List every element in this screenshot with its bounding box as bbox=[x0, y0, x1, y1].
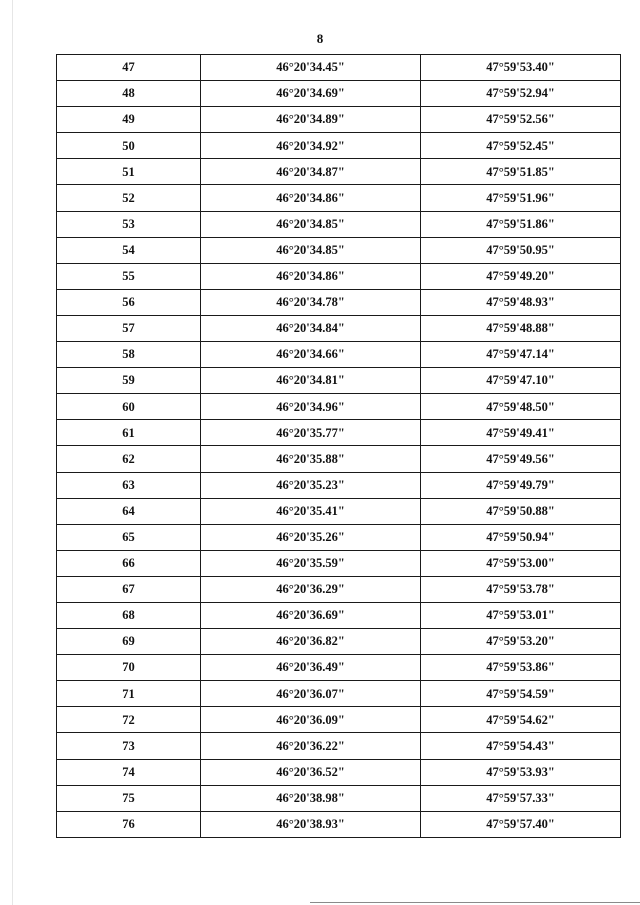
latitude-cell: 46°20'34.96" bbox=[201, 394, 421, 420]
point-number-cell: 71 bbox=[57, 681, 201, 707]
longitude-cell: 47°59'53.93" bbox=[421, 759, 621, 785]
longitude-cell: 47°59'49.79" bbox=[421, 472, 621, 498]
table-row bbox=[57, 707, 621, 733]
table-row bbox=[57, 785, 621, 811]
longitude-cell: 47°59'49.41" bbox=[421, 420, 621, 446]
longitude-cell: 47°59'48.88" bbox=[421, 315, 621, 341]
point-number-cell: 58 bbox=[57, 342, 201, 368]
point-number-cell: 59 bbox=[57, 368, 201, 394]
point-number-cell: 66 bbox=[57, 550, 201, 576]
table-row bbox=[57, 368, 621, 394]
longitude-cell: 47°59'50.94" bbox=[421, 524, 621, 550]
latitude-cell: 46°20'35.26" bbox=[201, 524, 421, 550]
latitude-cell: 46°20'34.81" bbox=[201, 368, 421, 394]
table-row bbox=[57, 576, 621, 602]
latitude-cell: 46°20'34.89" bbox=[201, 107, 421, 133]
point-number-cell: 70 bbox=[57, 655, 201, 681]
longitude-cell: 47°59'54.62" bbox=[421, 707, 621, 733]
point-number-cell: 49 bbox=[57, 107, 201, 133]
longitude-cell: 47°59'49.56" bbox=[421, 446, 621, 472]
table-row bbox=[57, 107, 621, 133]
table-row bbox=[57, 185, 621, 211]
longitude-cell: 47°59'54.43" bbox=[421, 733, 621, 759]
point-number-cell: 47 bbox=[57, 55, 201, 81]
table-row bbox=[57, 446, 621, 472]
longitude-cell: 47°59'50.88" bbox=[421, 498, 621, 524]
table-row bbox=[57, 159, 621, 185]
latitude-cell: 46°20'36.49" bbox=[201, 655, 421, 681]
longitude-cell: 47°59'53.86" bbox=[421, 655, 621, 681]
latitude-cell: 46°20'38.93" bbox=[201, 811, 421, 837]
longitude-cell: 47°59'47.14" bbox=[421, 342, 621, 368]
longitude-cell: 47°59'53.01" bbox=[421, 602, 621, 628]
latitude-cell: 46°20'34.87" bbox=[201, 159, 421, 185]
point-number-cell: 63 bbox=[57, 472, 201, 498]
latitude-cell: 46°20'34.85" bbox=[201, 237, 421, 263]
scan-edge-bottom bbox=[310, 902, 640, 903]
latitude-cell: 46°20'35.59" bbox=[201, 550, 421, 576]
table-row bbox=[57, 498, 621, 524]
table-row bbox=[57, 342, 621, 368]
table-row bbox=[57, 655, 621, 681]
coordinates-table bbox=[56, 54, 621, 838]
point-number-cell: 57 bbox=[57, 315, 201, 341]
point-number-cell: 50 bbox=[57, 133, 201, 159]
longitude-cell: 47°59'51.96" bbox=[421, 185, 621, 211]
latitude-cell: 46°20'34.66" bbox=[201, 342, 421, 368]
longitude-cell: 47°59'57.33" bbox=[421, 785, 621, 811]
latitude-cell: 46°20'35.77" bbox=[201, 420, 421, 446]
point-number-cell: 67 bbox=[57, 576, 201, 602]
point-number-cell: 60 bbox=[57, 394, 201, 420]
point-number-cell: 62 bbox=[57, 446, 201, 472]
point-number-cell: 69 bbox=[57, 629, 201, 655]
latitude-cell: 46°20'36.07" bbox=[201, 681, 421, 707]
table-row bbox=[57, 420, 621, 446]
latitude-cell: 46°20'34.86" bbox=[201, 185, 421, 211]
latitude-cell: 46°20'36.09" bbox=[201, 707, 421, 733]
latitude-cell: 46°20'38.98" bbox=[201, 785, 421, 811]
point-number-cell: 51 bbox=[57, 159, 201, 185]
table-row bbox=[57, 289, 621, 315]
point-number-cell: 65 bbox=[57, 524, 201, 550]
latitude-cell: 46°20'34.69" bbox=[201, 81, 421, 107]
longitude-cell: 47°59'51.86" bbox=[421, 211, 621, 237]
coordinates-table-body bbox=[57, 55, 621, 838]
table-row bbox=[57, 55, 621, 81]
table-row bbox=[57, 681, 621, 707]
longitude-cell: 47°59'48.50" bbox=[421, 394, 621, 420]
latitude-cell: 46°20'36.69" bbox=[201, 602, 421, 628]
table-row bbox=[57, 211, 621, 237]
longitude-cell: 47°59'48.93" bbox=[421, 289, 621, 315]
longitude-cell: 47°59'57.40" bbox=[421, 811, 621, 837]
table-row bbox=[57, 394, 621, 420]
latitude-cell: 46°20'35.88" bbox=[201, 446, 421, 472]
point-number-cell: 56 bbox=[57, 289, 201, 315]
latitude-cell: 46°20'34.78" bbox=[201, 289, 421, 315]
latitude-cell: 46°20'34.92" bbox=[201, 133, 421, 159]
point-number-cell: 74 bbox=[57, 759, 201, 785]
point-number-cell: 48 bbox=[57, 81, 201, 107]
latitude-cell: 46°20'34.85" bbox=[201, 211, 421, 237]
table-row bbox=[57, 759, 621, 785]
table-row bbox=[57, 811, 621, 837]
table-row bbox=[57, 550, 621, 576]
latitude-cell: 46°20'36.52" bbox=[201, 759, 421, 785]
point-number-cell: 73 bbox=[57, 733, 201, 759]
latitude-cell: 46°20'36.29" bbox=[201, 576, 421, 602]
point-number-cell: 68 bbox=[57, 602, 201, 628]
longitude-cell: 47°59'52.45" bbox=[421, 133, 621, 159]
table-row bbox=[57, 237, 621, 263]
point-number-cell: 72 bbox=[57, 707, 201, 733]
longitude-cell: 47°59'49.20" bbox=[421, 263, 621, 289]
point-number-cell: 64 bbox=[57, 498, 201, 524]
table-row bbox=[57, 602, 621, 628]
point-number-cell: 75 bbox=[57, 785, 201, 811]
longitude-cell: 47°59'50.95" bbox=[421, 237, 621, 263]
point-number-cell: 55 bbox=[57, 263, 201, 289]
scan-edge-left bbox=[12, 0, 13, 905]
longitude-cell: 47°59'53.20" bbox=[421, 629, 621, 655]
table-row bbox=[57, 133, 621, 159]
latitude-cell: 46°20'35.41" bbox=[201, 498, 421, 524]
latitude-cell: 46°20'36.22" bbox=[201, 733, 421, 759]
latitude-cell: 46°20'34.45" bbox=[201, 55, 421, 81]
table-row bbox=[57, 315, 621, 341]
longitude-cell: 47°59'51.85" bbox=[421, 159, 621, 185]
longitude-cell: 47°59'53.78" bbox=[421, 576, 621, 602]
longitude-cell: 47°59'52.94" bbox=[421, 81, 621, 107]
longitude-cell: 47°59'54.59" bbox=[421, 681, 621, 707]
longitude-cell: 47°59'47.10" bbox=[421, 368, 621, 394]
longitude-cell: 47°59'53.40" bbox=[421, 55, 621, 81]
longitude-cell: 47°59'53.00" bbox=[421, 550, 621, 576]
table-row bbox=[57, 263, 621, 289]
page-number: 8 bbox=[316, 31, 324, 46]
point-number-cell: 54 bbox=[57, 237, 201, 263]
point-number-cell: 53 bbox=[57, 211, 201, 237]
point-number-cell: 52 bbox=[57, 185, 201, 211]
longitude-cell: 47°59'52.56" bbox=[421, 107, 621, 133]
latitude-cell: 46°20'36.82" bbox=[201, 629, 421, 655]
table-row bbox=[57, 733, 621, 759]
latitude-cell: 46°20'35.23" bbox=[201, 472, 421, 498]
point-number-cell: 76 bbox=[57, 811, 201, 837]
table-row bbox=[57, 629, 621, 655]
table-row bbox=[57, 524, 621, 550]
table-row bbox=[57, 472, 621, 498]
latitude-cell: 46°20'34.86" bbox=[201, 263, 421, 289]
table-row bbox=[57, 81, 621, 107]
latitude-cell: 46°20'34.84" bbox=[201, 315, 421, 341]
point-number-cell: 61 bbox=[57, 420, 201, 446]
